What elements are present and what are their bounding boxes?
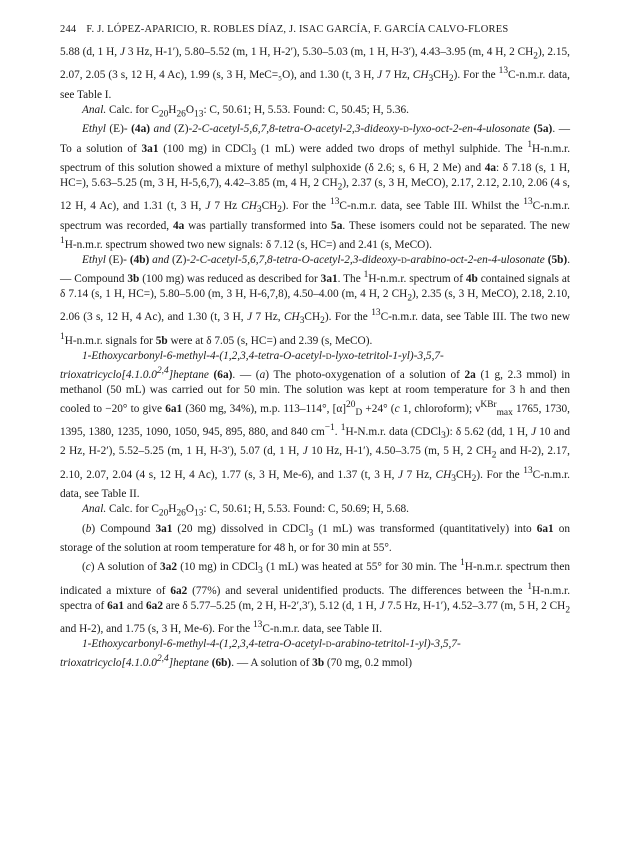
body-text	[60, 45, 570, 671]
page-number: 244	[60, 24, 77, 35]
paragraph-p9: 1-Ethoxycarbonyl-6-methyl-4-(1,2,3,4-tetra-O-acetyl-d-arabino-tetritol-1-yl)-3,5,7-trioxatricyclo[4.1.0.0$^{2,4}$]heptane (6b). — A solution of 3b (70 mg, 0.2 mmol)	[60, 638, 461, 669]
paragraph-p8: (c) A solution of 3a2 (10 mg) in CDCl$_3$ (1 mL) was heated at 55° for 30 min. The $^1$H-n.m.r. spectrum then indicated a mixture of 6a2 (77%) and several unidentified products. The differences between the $^1$H-n.m.r. spectra of 6a1 and 6a2 are δ 5.77–5.25 (m, 2 H, H-2′,3′), 5.12 (d, 1 H, J 7.5 Hz, H-1′), 4.52–3.77 (m, 5 H, 2 $CH_2$ and H-2), and 1.75 (s, 3 H, Me-6). For the $^{13}$C-n.m.r. data, see Table II.	[60, 558, 571, 635]
paragraph-p7: (b) Compound 3a1 (20 mg) dissolved in CDCl$_3$ (1 mL) was transformed (quantitatively) into 6a1 on storage of the solution at room temperature for 48 h, or for 30 min at 55°.	[60, 522, 571, 555]
paragraph-p2: Anal. Calc. for $C_{20}H_{26}O_{13}$: C, 50.61; H, 5.53. Found: C, 50.45; H, 5.36.	[82, 103, 410, 120]
paragraph-p3: Ethyl (E)- (4a) and (Z)-2-C-acetyl-5,6,7,8-tetra-O-acetyl-2,3-dideoxy-d-lyxo-oct-2-en-4-ulosonate (5a). — To a solution of 3a1 (100 mg) in CDCl$_3$ (1 mL) were added two drops of methyl sulphide. The $^1$H-n.m.r. spectrum of this solution showed a mixture of methyl sulphoxide (δ 2.6; s, 6 H, 2 Me) and 4a: δ 7.18 (s, 1 H, HC=), 5.63–5.25 (m, 3 H, H-5,6,7), 4.42–3.85 (m, 4 H, 2 $CH_2$), 2.37 (s, 3 H, MeCO), 2.17, 2.12, 2.10, 2.06 (4 s, 12 H, 4 Ac), and 1.31 (t, 3 H, J 7 Hz $CH_3CH_2$). For the $^{13}$C-n.m.r. data, see Table III. Whilst the $^{13}$C-n.m.r. spectrum was recorded, 4a was partially transformed into 5a. These isomers could not be separated. The new $^1$H-n.m.r. spectrum showed two new signals: δ 7.12 (s, HC=) and 2.41 (s, MeCO).	[60, 123, 571, 251]
running-head	[60, 24, 570, 35]
paragraph-p1: 5.88 (d, 1 H, J 3 Hz, H-1′), 5.80–5.52 (m, 1 H, H-2′), 5.30–5.03 (m, 1 H, H-3′), 4.43–3.95 (m, 4 H, 2 $CH_2$), 2.15, 2.07, 2.05 (3 s, 12 H, 4 Ac), 1.99 (s, 3 H, MeC=₅O), and 1.30 (t, 3 H, J 7 Hz, $CH_3CH_2$). For the $^{13}$C-n.m.r. data, see Table I.	[60, 46, 570, 101]
paragraph-p5: 1-Ethoxycarbonyl-6-methyl-4-(1,2,3,4-tetra-O-acetyl-d-lyxo-tetritol-1-yl)-3,5,7-trioxatricyclo[4.1.0.0$^{2,4}$]heptane (6a). — (a) The photo-oxygenation of a solution of 2a (1 g, 2.3 mmol) in methanol (50 mL) was carried out for 50 min. The solution was kept at room temperature for 3 h and then cooled to −20° to give 6a1 (360 mg, 34%), m.p. 113–114°, $[\alpha]^{20}_D +24^\circ$ (c 1, chloroform); $\nu^{KBr}_{max}$ 1765, 1730, 1395, 1380, 1235, 1090, 1050, 945, 895, 880, and 840 $cm^{-1}$. $^1$H-N.m.r. data (CDCl$_3$): δ 5.62 (dd, 1 H, J 10 and 2 Hz, H-2′), 5.52–5.25 (m, 1 H, H-3′), 5.07 (d, 1 H, J 10 Hz, H-1′), 4.50–3.75 (m, 5 H, 2 $CH_2$ and H-2), 2.17, 2.10, 2.07, 2.04 (4 s, 12 H, 4 Ac), 1.77 (s, 3 H, Me-6), and 1.37 (t, 3 H, J 7 Hz, $CH_3CH_2$). For the $^{13}$C-n.m.r. data, see Table II.	[60, 349, 571, 501]
journal-page	[60, 24, 570, 671]
author-line: F. J. LÓPEZ-APARICIO, R. ROBLES DÍAZ, J. ISAC GARCÍA, F. GARCÍA CALVO-FLORES	[86, 24, 509, 35]
paragraph-p6: Anal. Calc. for $C_{20}H_{26}O_{13}$: C, 50.61; H, 5.53. Found: C, 50.69; H, 5.68.	[82, 503, 410, 519]
paragraph-p4: Ethyl (E)- (4b) and (Z)-2-C-acetyl-5,6,7,8-tetra-O-acetyl-2,3-dideoxy-d-arabino-oct-2-en-4-ulosonate (5b). — Compound 3b (100 mg) was reduced as described for 3a1. The $^1$H-n.m.r. spectrum of 4b contained signals at δ 7.14 (s, 1 H, HC=), 5.80–5.00 (m, 3 H, H-6,7,8), 4.50–4.00 (m, 4 H, 2 $CH_2$), 2.35 (s, 3 H, MeCO), 2.18, 2.10, 2.06 (3 s, 12 H, 4 Ac), and 1.30 (t, 3 H, J 7 Hz, $CH_3CH_2$). For the $^{13}$C-n.m.r. data, see Table III. The two new $^1$H-n.m.r. signals for 5b were at δ 7.05 (s, HC=) and 2.39 (s, MeCO).	[60, 253, 571, 347]
